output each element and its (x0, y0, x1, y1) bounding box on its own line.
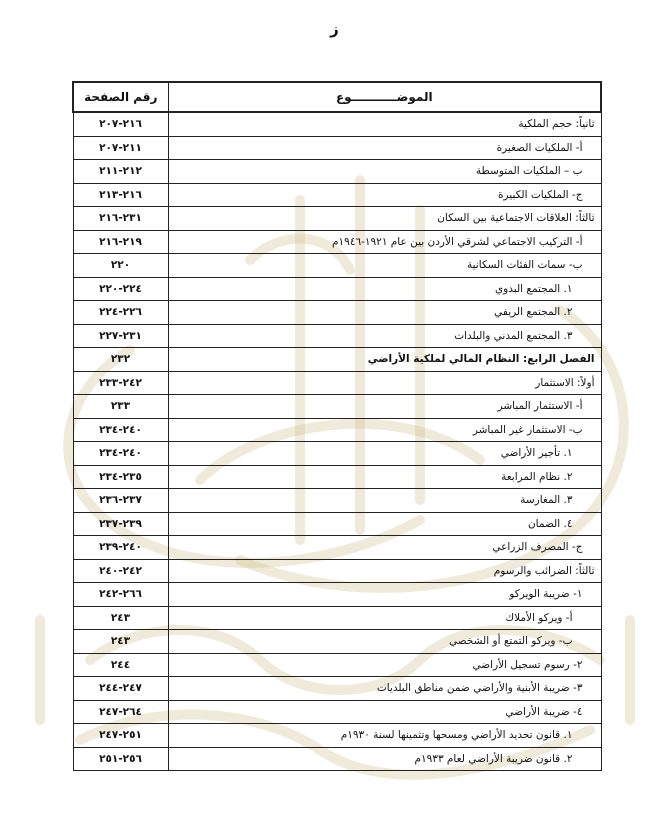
table-row (73, 559, 601, 583)
header-page-number: رقم الصفحة (73, 82, 168, 112)
table-row (73, 230, 601, 254)
toc-topic: ٢. المجتمع الريفي (168, 301, 601, 325)
toc-page-range: ٢٣١-٢٢٧ (73, 324, 168, 348)
table-row (73, 724, 601, 748)
toc-page-range: ٢٣٧-٢٣٦ (73, 489, 168, 513)
table-row (73, 512, 601, 536)
toc-page-range: ٢٣٣ (73, 395, 168, 419)
toc-topic: ج- المصرف الزراعي (168, 536, 601, 560)
toc-page-range: ٢٥١-٢٤٧ (73, 724, 168, 748)
toc-topic: ١. المجتمع البدوي (168, 277, 601, 301)
toc-topic: ثانياً: حجم الملكية (168, 112, 601, 136)
toc-page-range: ٢٤٧-٢٤٤ (73, 677, 168, 701)
toc-page-range: ٢٥٦-٢٥١ (73, 747, 168, 771)
toc-page-range: ٢٤٠-٢٣٤ (73, 418, 168, 442)
toc-topic: أولاً: الاستثمار (168, 371, 601, 395)
table-row (73, 371, 601, 395)
table-row (73, 465, 601, 489)
table-row (73, 653, 601, 677)
toc-body (73, 112, 601, 771)
toc-topic: الفصل الرابع: النظام المالي لملكية الأراضي (168, 348, 601, 372)
toc-topic: ٤- ضريبة الأراضي (168, 700, 601, 724)
toc-page-range: ٢٤٠-٢٣٩ (73, 536, 168, 560)
toc-topic: ب- الاستثمار غير المباشر (168, 418, 601, 442)
table-row (73, 136, 601, 160)
table-row (73, 489, 601, 513)
table-row (73, 254, 601, 278)
toc-page-range: ٢٢٤-٢٢٠ (73, 277, 168, 301)
toc-topic: ب – الملكيات المتوسطة (168, 160, 601, 184)
toc-topic: أ- ويركو الأملاك (168, 606, 601, 630)
table-row (73, 324, 601, 348)
toc-page-range: ٢٤٣ (73, 630, 168, 654)
toc-page-range: ٢١١-٢٠٧ (73, 136, 168, 160)
toc-page-range: ٢٤٠-٢٣٤ (73, 442, 168, 466)
table-row (73, 301, 601, 325)
toc-topic: ١. تأجير الأراضي (168, 442, 601, 466)
toc-topic: أ- الملكيات الصغيرة (168, 136, 601, 160)
toc-topic: ب- ويركو التمتع أو الشخصي (168, 630, 601, 654)
toc-page-range: ٢٦٦-٢٤٢ (73, 583, 168, 607)
toc-topic: ٣. المجتمع المدني والبلدات (168, 324, 601, 348)
table-row (73, 747, 601, 771)
toc-page-range: ٢١٦-٢٠٧ (73, 112, 168, 136)
toc-topic: أ- التركيب الاجتماعي لشرقي الأردن بين عام ١٩٢١-١٩٤٦م (168, 230, 601, 254)
table-row (73, 277, 601, 301)
toc-topic: ٢- رسوم تسجيل الأراضي (168, 653, 601, 677)
toc-topic: ٣- ضريبة الأبنية والأراضي ضمن مناطق البلديات (168, 677, 601, 701)
table-row (73, 677, 601, 701)
toc-page-range: ٢٣٥-٢٣٤ (73, 465, 168, 489)
table-row (73, 536, 601, 560)
table-row (73, 183, 601, 207)
toc-topic: ١- ضريبة الويركو (168, 583, 601, 607)
toc-topic: ثالثاً: العلاقات الاجتماعية بين السكان (168, 207, 601, 231)
toc-page-range: ٢٣١-٢١٦ (73, 207, 168, 231)
toc-topic: أ- الاستثمار المباشر (168, 395, 601, 419)
toc-topic: ١. قانون تحديد الأراضي ومسحها وتثمينها لسنة ١٩٣٠م (168, 724, 601, 748)
table-row (73, 442, 601, 466)
toc-topic: ٤. الضمان (168, 512, 601, 536)
toc-page-range: ٢٢٠ (73, 254, 168, 278)
table-row (73, 348, 601, 372)
table-row (73, 395, 601, 419)
toc-topic: ثالثاً: الضرائب والرسوم (168, 559, 601, 583)
toc-page-range: ٢٣٢ (73, 348, 168, 372)
page-number-letter: ز (330, 20, 339, 38)
toc-page-range: ٢٤٤ (73, 653, 168, 677)
table-row (73, 583, 601, 607)
table-row (73, 606, 601, 630)
toc-topic: ٢. قانون ضريبة الأراضي لعام ١٩٣٣م (168, 747, 601, 771)
header-topic: الموضـــــــــــوع (168, 82, 601, 112)
toc-page-range: ٢١٩-٢١٦ (73, 230, 168, 254)
table-row (73, 700, 601, 724)
table-row (73, 207, 601, 231)
toc-page-range: ٢٤٢-٢٣٣ (73, 371, 168, 395)
table-of-contents (72, 81, 602, 771)
toc-page-range: ٢٦٤-٢٤٧ (73, 700, 168, 724)
toc-topic: ٢. نظام المرابعة (168, 465, 601, 489)
toc-topic: ب- سمات الفئات السكانية (168, 254, 601, 278)
toc-topic: ٣. المغارسة (168, 489, 601, 513)
table-row (73, 418, 601, 442)
toc-page-range: ٢١٦-٢١٣ (73, 183, 168, 207)
table-row (73, 160, 601, 184)
toc-topic: ج- الملكيات الكبيرة (168, 183, 601, 207)
table-row (73, 112, 601, 136)
table-header-row (73, 82, 601, 112)
toc-page-range: ٢٣٩-٢٣٧ (73, 512, 168, 536)
table-row (73, 630, 601, 654)
toc-page-range: ٢٢٦-٢٢٤ (73, 301, 168, 325)
toc-page-range: ٢١٢-٢١١ (73, 160, 168, 184)
toc-page-range: ٢٤٢-٢٤٠ (73, 559, 168, 583)
toc-page-range: ٢٤٣ (73, 606, 168, 630)
